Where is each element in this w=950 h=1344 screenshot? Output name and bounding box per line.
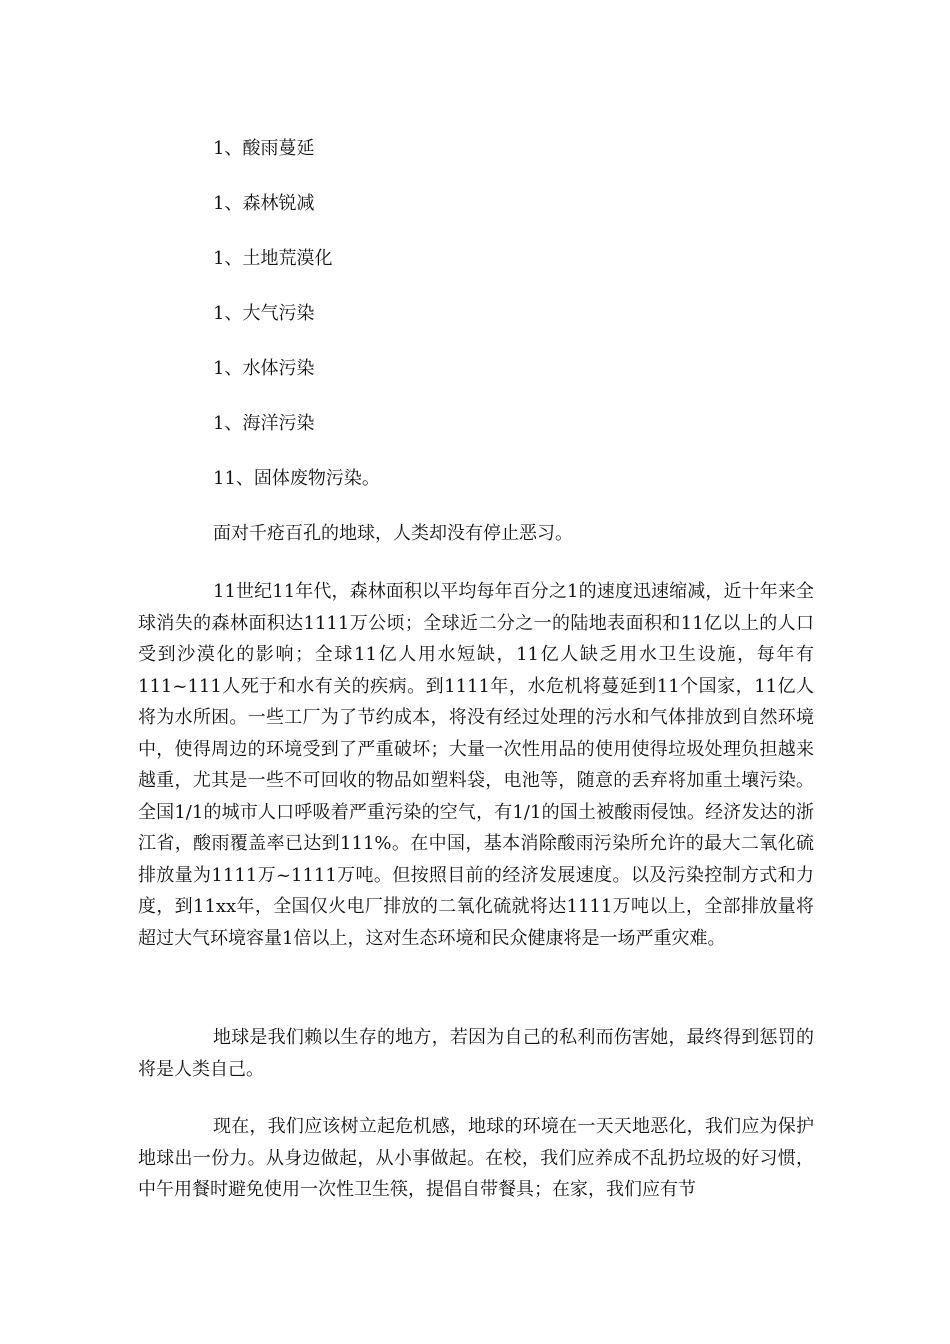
list-item-ocean-pollution: 1、海洋污染 [213, 413, 315, 434]
list-item-acid-rain: 1、酸雨蔓延 [213, 138, 315, 159]
intro-sentence: 面对千疮百孔的地球，人类却没有停止恶习。 [213, 523, 573, 544]
paragraph-earth-home: 地球是我们赖以生存的地方，若因为自己的私利而伤害她，最终得到惩罚的将是人类自己。 [138, 1027, 814, 1080]
paragraph-action: 现在，我们应该树立起危机感，地球的环境在一天天地恶化，我们应为保护地球出一份力。从身边做起，从小事做起。在校，我们应养成不乱扔垃圾的好习惯，中午用餐时避免使用一次性卫生筷，提倡自带餐具；在家，我们应有节 [138, 1116, 814, 1200]
list-item-desertification: 1、土地荒漠化 [213, 248, 333, 269]
list-item-water-pollution: 1、水体污染 [213, 358, 315, 379]
paragraph-statistics: 11世纪11年代，森林面积以平均每年百分之1的速度迅速缩减，近十年来全球消失的森林面积达1111万公顷；全球近二分之一的陆地表面积和11亿以上的人口受到沙漠化的影响；全球11亿人用水短缺，11亿人缺乏用水卫生设施，每年有111~111人死于和水有关的疾病。到1111年，水危机将蔓延到11个国家，11亿人将为水所困。一些工厂为了节约成本，将没有经过处理的污水和气体排放到自然环境中，使得周边的环境受到了严重破坏；大量一次性用品的使用使得垃圾处理负担越来越重，尤其是一些不可回收的物品如塑料袋，电池等，随意的丢弃将加重土壤污染。全国1/1的城市人口呼吸着严重污染的空气，有1/1的国土被酸雨侵蚀。经济发达的浙江省，酸雨覆盖率已达到111%。在中国，基本消除酸雨污染所允许的最大二氧化硫排放量为1111万~1111万吨。但按照目前的经济发展速度。以及污染控制方式和力度，到11xx年，全国仅火电厂排放的二氧化硫就将达1111万吨以上，全部排放量将超过大气环境容量1倍以上，这对生态环境和民众健康将是一场严重灾难。 [138, 581, 814, 949]
list-item-air-pollution: 1、大气污染 [213, 303, 315, 324]
list-item-deforestation: 1、森林锐减 [213, 193, 315, 214]
list-item-solid-waste: 11、固体废物污染。 [213, 468, 380, 489]
